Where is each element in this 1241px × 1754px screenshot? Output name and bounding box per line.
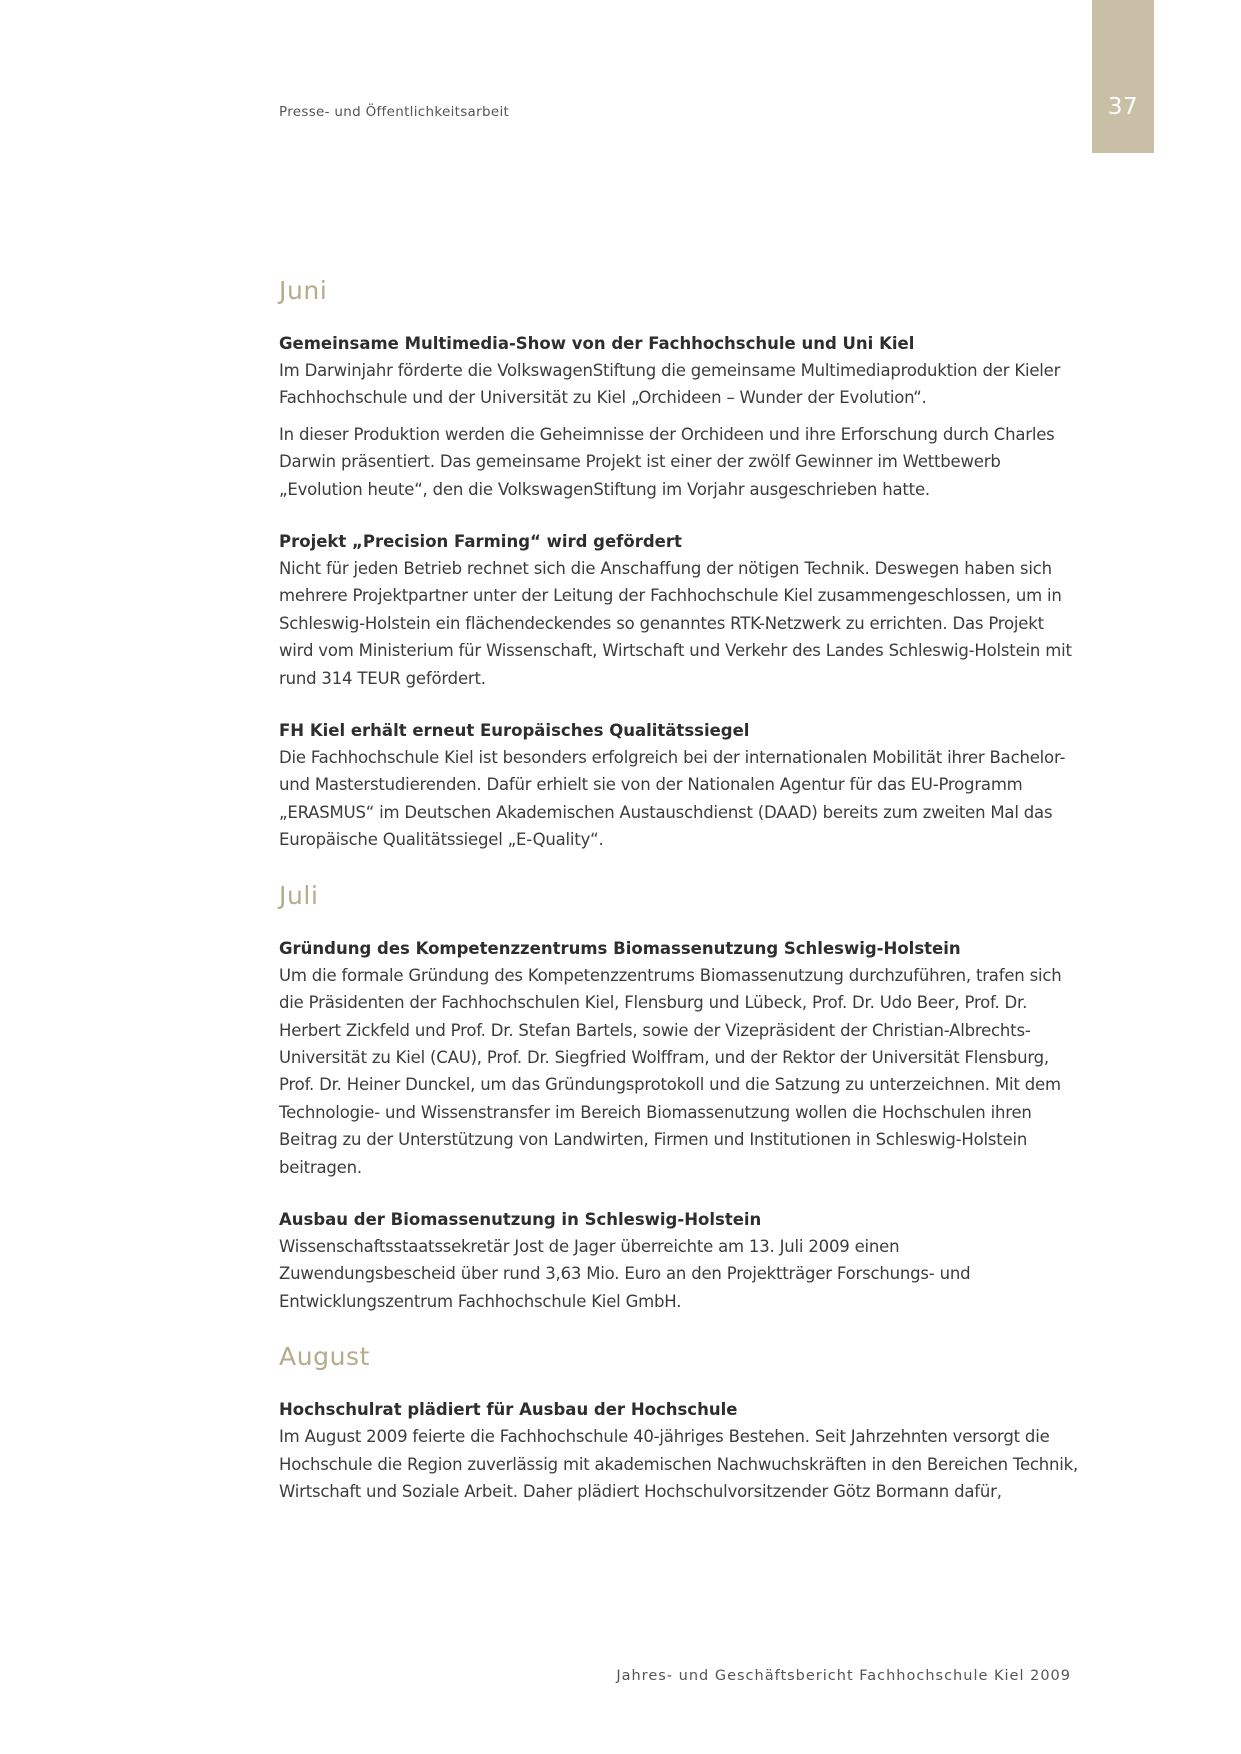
article-title: Gründung des Kompetenzzentrums Biomassenutzung Schleswig-Holstein <box>279 938 961 958</box>
article <box>279 717 1079 854</box>
article-paragraph: Wissenschaftsstaatssekretär Jost de Jager überreichte am 13. Juli 2009 einen Zuwendungsbescheid über rund 3,63 Mio. Euro an den Projektträger Forschungs- und Entwicklungszentrum Fachhochschule Kiel GmbH. <box>279 1236 971 1311</box>
article <box>279 935 1079 1181</box>
article-title: Hochschulrat plädiert für Ausbau der Hochschule <box>279 1400 738 1420</box>
page-number-tab <box>1092 0 1154 153</box>
article <box>279 1206 1079 1315</box>
article-paragraph: Um die formale Gründung des Kompetenzzentrums Biomassenutzung durchzuführen, trafen sich die Präsidenten der Fachhochschulen Kiel, Flensburg und Lübeck, Prof. Dr. Udo Beer, Prof. Dr. Herbert Zickfeld und Prof. Dr. Stefan Bartels, sowie der Vizepräsident der Christian-Albrechts-Universität zu Kiel (CAU), Prof. Dr. Siegfried Wolffram, und der Rektor der Universität Flensburg, Prof. Dr. Heiner Dunckel, um das Gründungsprotokoll und die Satzung zu unterzeichnen. Mit dem Technologie- und Wissenstransfer im Bereich Biomassenutzung wollen die Hochschulen ihren Beitrag zu der Unterstützung von Landwirten, Firmen und Institutionen in Schleswig-Holstein beitragen. <box>279 965 1062 1177</box>
article-paragraph: In dieser Produktion werden die Geheimnisse der Orchideen und ihre Erforschung durch Charles Darwin präsentiert. Das gemeinsame Projekt ist einer der zwölf Gewinner im Wettbewerb „Evolution heute“, den die VolkswagenStiftung im Vorjahr ausgeschrieben hatte. <box>279 424 1055 499</box>
article-title: Projekt „Precision Farming“ wird gefördert <box>279 532 682 552</box>
article-paragraph: Im Darwinjahr förderte die VolkswagenStiftung die gemeinsame Multimediaproduktion der Kieler Fachhochschule und der Universität zu Kiel „Orchideen – Wunder der Evolution“. <box>279 361 1061 408</box>
main-content <box>279 274 1079 1530</box>
article-paragraph: Im August 2009 feierte die Fachhochschule 40-jähriges Bestehen. Seit Jahrzehnten versorgt die Hochschule die Region zuverlässig mit akademischen Nachwuchskräften in den Bereichen Technik, Wirtschaft und Soziale Arbeit. Daher plädiert Hochschulvorsitzender Götz Bormann dafür, <box>279 1427 1079 1501</box>
article-title: FH Kiel erhält erneut Europäisches Qualitätssiegel <box>279 721 750 741</box>
page-number: 37 <box>1107 94 1139 120</box>
article-paragraph: Die Fachhochschule Kiel ist besonders erfolgreich bei der internationalen Mobilität ihrer Bachelor- und Masterstudierenden. Dafür erhielt sie von der Nationalen Agentur für das EU-Programm „ERASMUS“ im Deutschen Akademischen Austauschdienst (DAAD) bereits zum zweiten Mal das Europäische Qualitätssiegel „E-Quality“. <box>279 748 1066 850</box>
article-paragraph: Nicht für jeden Betrieb rechnet sich die Anschaffung der nötigen Technik. Deswegen haben sich mehrere Projektpartner unter der Leitung der Fachhochschule Kiel zusammengeschlossen, um in Schleswig-Holstein ein flächendeckendes so genanntes RTK-Netzwerk zu errichten. Das Projekt wird vom Ministerium für Wissenschaft, Wirtschaft und Verkehr des Landes Schleswig-Holstein mit rund 314 TEUR gefördert. <box>279 559 1072 688</box>
article-title: Gemeinsame Multimedia-Show von der Fachhochschule und Uni Kiel <box>279 334 915 353</box>
article <box>279 330 1079 503</box>
article <box>279 528 1079 692</box>
month-heading-august: August <box>279 1342 371 1372</box>
month-heading-juni: Juni <box>279 276 328 305</box>
running-head: Presse- und Öffentlichkeitsarbeit <box>279 104 510 120</box>
month-heading-juli: Juli <box>279 880 319 910</box>
page-footer: Jahres- und Geschäftsbericht Fachhochschule Kiel 2009 <box>616 1668 1071 1684</box>
article <box>279 1396 1079 1505</box>
article-title: Ausbau der Biomassenutzung in Schleswig-Holstein <box>279 1209 762 1229</box>
